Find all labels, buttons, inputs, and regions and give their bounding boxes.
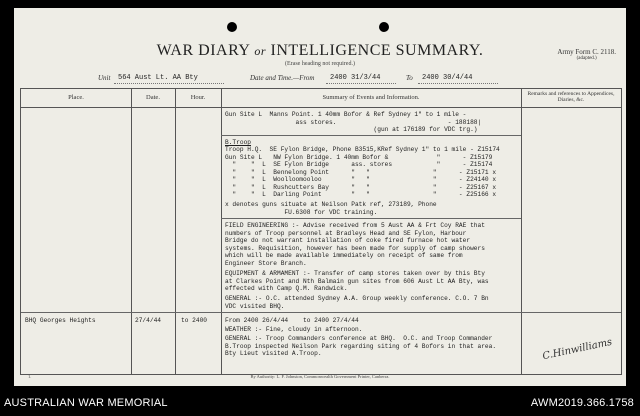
header-remarks: Remarks and references to Appendices, Diaries, &c. — [527, 91, 615, 104]
credit-institution: AUSTRALIAN WAR MEMORIAL — [4, 397, 168, 409]
header-hour: Hour. — [190, 94, 206, 101]
divider — [221, 135, 521, 136]
entry-equipment-armament: EQUIPMENT & ARMAMENT :- Transfer of camp stores taken over by this Bty at Clarkes Point and Nth Balmain gun sites from 606 Aust Lt AA Bty, was effected with Camp Q.M. Randwick. — [225, 270, 489, 292]
entry-gunsite-l: Gun Site L Manns Point. 1 40mm Bofor & Ref Sydney 1" to 1 mile - ass stores. - 188188| (gun at 176189 for VDC trg.) — [225, 111, 482, 133]
title-intelligence-summary: INTELLIGENCE SUMMARY. — [270, 42, 484, 59]
entry-from-2: From 2400 26/4/44 to 2400 27/4/44 — [225, 317, 359, 324]
form-subtitle: (Erase heading not required.) — [285, 61, 355, 67]
from-value: 2400 31/3/44 — [330, 74, 381, 82]
unit-value: 564 Aust Lt. AA Bty — [118, 74, 198, 82]
entry-general-1: GENERAL :- O.C. attended Sydney A.A. Group weekly conference. C.O. 7 Bn VDC visited BHQ. — [225, 295, 489, 310]
form-number — [557, 49, 616, 61]
header-date: Date. — [146, 94, 160, 101]
entry-general-2: GENERAL :- Troop Commanders conference at BHQ. O.C. and Troop Commander B.Troop inspected Neilson Park regarding siting of 4 Bofors in that area. Bty Lieut visited A.Troop. — [225, 335, 497, 357]
unit-label: Unit — [98, 74, 111, 82]
entry-btroop-header: B.Troop — [225, 139, 251, 146]
table-header — [21, 89, 621, 108]
diary-table — [20, 88, 622, 375]
entry-btroop-sites: Troop H.Q. SE Fylon Bridge, Phone B3515,KRef Sydney 1" to 1 mile - Z15174 Gun Site L NW Fylon Bridge. 1 40mm Bofor & " - Z15179 " " L SE Fylon Bridge ass. stores " - Z15174 " " L Bennelong Point " " " - Z15171 x " " L Woolloomooloo " " " - Z24140 x " " L Rushcutters Bay " " " - Z25167 x " " L Darling Point " " " - Z25166 x — [225, 146, 500, 198]
to-value: 2400 30/4/44 — [422, 74, 473, 82]
entry-field-engineering: FIELD ENGINEERING :- Advise received from 5 Aust AA & Frt Coy RAE that numbers of Troop personnel at Bradleys Head and SE Fylon, Harbour Bridge do not warrant installation of coke fired furnace hot water systems. Requisition, however has been made for supply of camp showers which will be made available immediately on receipt of same from Engineer Store Branch. — [225, 222, 485, 267]
form-title — [14, 42, 626, 60]
meta-row — [14, 74, 626, 86]
punch-hole — [227, 22, 237, 32]
punch-hole — [379, 22, 389, 32]
entry-btroop-note: x denotes guns situate at Neilson Patk ref, 273189, Phone FU.6308 for VDC training. — [225, 201, 437, 216]
divider — [221, 218, 521, 219]
divider — [21, 312, 621, 313]
footer-number: 1. — [28, 374, 32, 379]
form-number-text: Army Form C. 2118. — [557, 48, 616, 56]
signature: C.Hinwilliams — [541, 336, 614, 363]
header-summary: Summary of Events and Information. — [322, 94, 420, 101]
footer-printer: By Authority: L. F. Johnston, Commonwealth Government Printer, Canberra. — [250, 374, 390, 379]
to-label: To — [406, 74, 413, 82]
header-place: Place. — [68, 94, 84, 101]
entry-hour-2: to 2400 — [181, 317, 207, 324]
title-or: or — [254, 44, 267, 58]
entry-date-2: 27/4/44 — [135, 317, 161, 324]
entry-place-2: BHQ Georges Heights — [25, 317, 96, 324]
diary-page — [14, 8, 626, 386]
form-number-note: (adapted.) — [576, 56, 597, 61]
title-war-diary: WAR DIARY — [156, 42, 250, 59]
credit-accession-number: AWM2019.366.1758 — [530, 397, 634, 409]
datetime-label: Date and Time.—From — [250, 74, 315, 82]
entry-weather: WEATHER :- Fine, cloudy in afternoon. — [225, 326, 363, 333]
